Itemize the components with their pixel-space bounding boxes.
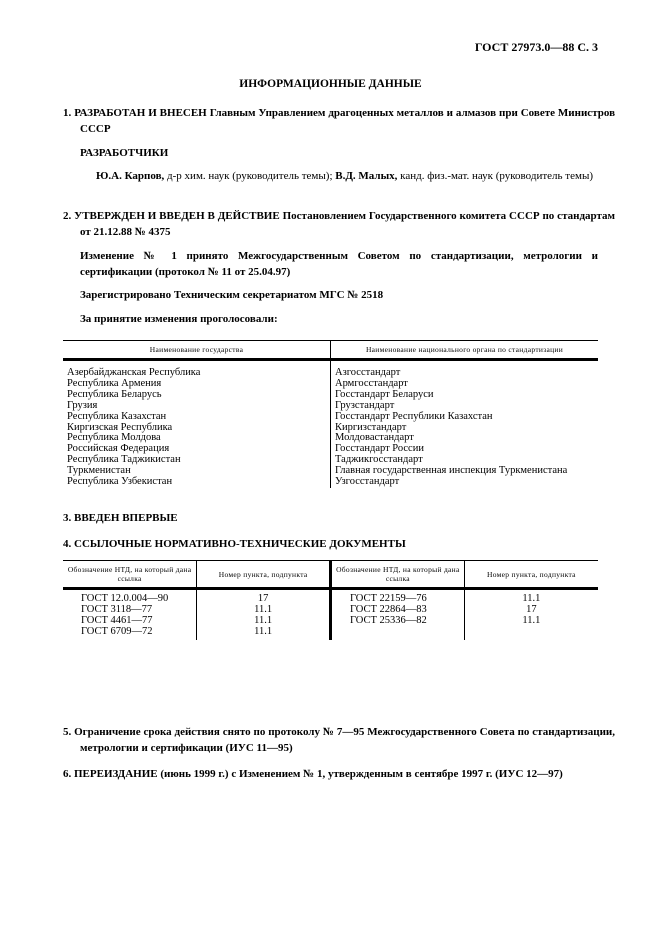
- change-note: Изменение № 1 принято Межгосударственным Советом по стандартизации, метрологии и сертификации (протокол № 11 от 25.04.97): [80, 250, 598, 278]
- state-name: Азербайджанская Республика: [63, 360, 331, 379]
- standards-body: Армгосстандарт: [335, 377, 408, 389]
- state-name: Киргизская Республика: [63, 423, 331, 434]
- standards-body: Госстандарт Республики Казахстан: [335, 410, 493, 422]
- state-name: Республика Узбекистан: [63, 477, 331, 488]
- state-name: Республика Казахстан: [63, 412, 331, 423]
- column-header: Номер пункта, подпункта: [464, 561, 598, 589]
- table-row: [63, 412, 598, 423]
- item-1: 1. РАЗРАБОТАН И ВНЕСЕН Главным Управлением драгоценных металлов и алмазов при Совете Министров СССР: [63, 107, 616, 135]
- left-docs-cell: ГОСТ 12.0.004—90 ГОСТ 3118—77 ГОСТ 4461—77 ГОСТ 6709—72: [63, 589, 197, 640]
- left-points-cell: 17 11.1 11.1 11.1: [197, 589, 331, 640]
- state-name: Грузия: [63, 401, 331, 412]
- state-name: Республика Армения: [63, 379, 331, 390]
- standards-body: Азгосстандарт: [335, 367, 401, 378]
- state-name: Республика Беларусь: [63, 390, 331, 401]
- table-row: [63, 477, 598, 488]
- document-title: ИНФОРМАЦИОННЫЕ ДАННЫЕ: [239, 78, 422, 90]
- item-3: 3. ВВЕДЕН ВПЕРВЫЕ: [63, 512, 178, 524]
- developers-list: Ю.А. Карпов, д-р хим. наук (руководитель темы); В.Д. Малых, канд. физ.-мат. наук (руководитель темы): [96, 170, 593, 182]
- standards-body: Грузстандарт: [335, 399, 395, 411]
- standards-body: Таджикгосстандарт: [335, 454, 423, 466]
- item-2: 2. УТВЕРЖДЕН И ВВЕДЕН В ДЕЙСТВИЕ Постановлением Государственного комитета СССР по стандартам от 21.12.88 № 4375: [63, 210, 616, 238]
- standards-body: Узгосстандарт: [335, 476, 400, 488]
- standards-body: Молдовастандарт: [335, 432, 414, 444]
- standards-body: Госстандарт России: [335, 443, 424, 455]
- item-4: 4. ССЫЛОЧНЫЕ НОРМАТИВНО-ТЕХНИЧЕСКИЕ ДОКУМЕНТЫ: [63, 538, 406, 550]
- references-table: [63, 560, 598, 640]
- standards-body: Киргизстандарт: [335, 421, 407, 433]
- column-header: Номер пункта, подпункта: [197, 561, 331, 589]
- state-name: Российская Федерация: [63, 444, 331, 455]
- item-5: 5. Ограничение срока действия снято по протоколу № 7—95 Межгосударственного Совета по стандартизации, метрологии и сертификации (ИУС 11—95): [63, 726, 615, 754]
- voting-table: [63, 340, 598, 488]
- table-row: [63, 390, 598, 401]
- state-name: Туркменистан: [63, 466, 331, 477]
- standards-body: Госстандарт Беларуси: [335, 388, 434, 400]
- state-name: Республика Молдова: [63, 433, 331, 444]
- standards-body: Главная государственная инспекция Туркменистана: [335, 465, 568, 477]
- column-header: Обозначение НТД, на который дана ссылка: [331, 561, 465, 589]
- table-row: [63, 360, 598, 379]
- developers-heading: РАЗРАБОТЧИКИ: [80, 147, 169, 159]
- right-points-cell: 11.1 17 11.1: [522, 593, 541, 626]
- item-6: 6. ПЕРЕИЗДАНИЕ (июнь 1999 г.) с Изменением № 1, утвержденным в сентябре 1997 г. (ИУС 12—97): [63, 768, 563, 780]
- right-docs-cell: ГОСТ 22159—76 ГОСТ 22864—83 ГОСТ 25336—82: [331, 589, 465, 640]
- column-header: Наименование национального органа по стандартизации: [331, 341, 599, 360]
- column-header: Наименование государства: [63, 341, 331, 360]
- table-row: [63, 401, 598, 412]
- state-name: Республика Таджикистан: [63, 455, 331, 466]
- voted-note: За принятие изменения проголосовали:: [80, 313, 278, 325]
- column-header: Обозначение НТД, на который дана ссылка: [63, 561, 197, 589]
- registration-note: Зарегистрировано Техническим секретариатом МГС № 2518: [80, 289, 384, 301]
- page-header-code: ГОСТ 27973.0—88 С. 3: [474, 40, 598, 54]
